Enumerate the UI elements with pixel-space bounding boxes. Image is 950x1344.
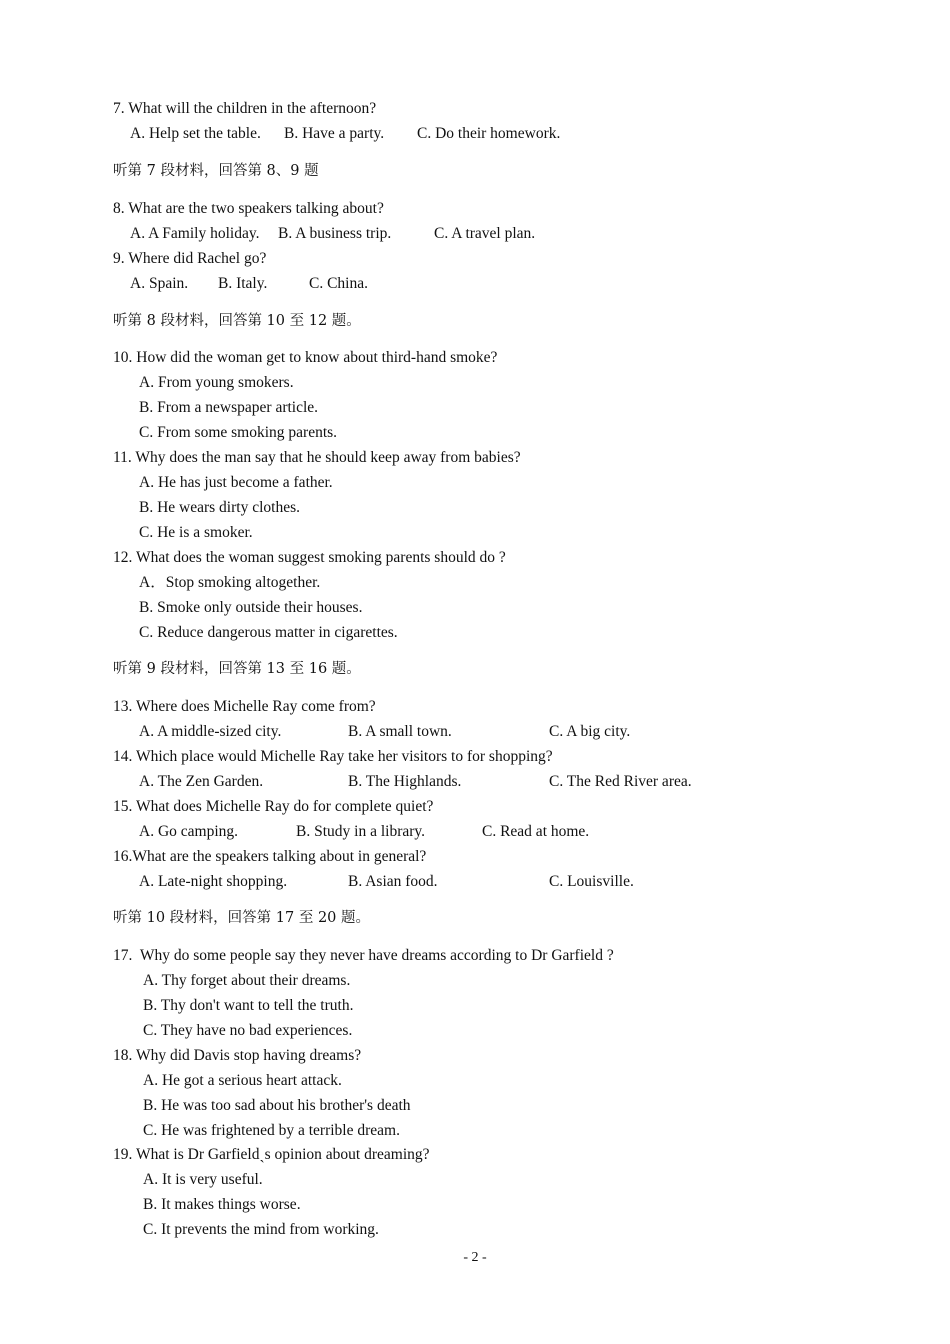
q15-option-c: C. Read at home. [482,823,590,840]
q15-option-a: A. Go camping. [139,823,239,840]
section-9-heading: 听第 9 段材料，回答第 13 至 16 题。 [113,661,361,677]
q18-option-b: B. He was too sad about his brother's death [143,1097,411,1114]
q14-option-c: C. The Red River area. [549,773,692,790]
q10-option-c: C. From some smoking parents. [139,424,338,441]
question-14: 14. Which place would Michelle Ray take her visitors to for shopping? [113,748,553,765]
q14-option-b: B. The Highlands. [348,773,462,790]
question-11: 11. Why does the man say that he should keep away from babies? [113,449,521,466]
q15-option-b: B. Study in a library. [296,823,426,840]
q17-option-a: A. Thy forget about their dreams. [143,972,351,989]
q19-option-c: C. It prevents the mind from working. [143,1221,379,1238]
q14-option-a: A. The Zen Garden. [139,773,264,790]
q16-option-a: A. Late-night shopping. [139,873,288,890]
section-8-heading: 听第 8 段材料，回答第 10 至 12 题。 [113,313,361,329]
q11-option-c: C. He is a smoker. [139,524,253,541]
q12-option-c: C. Reduce dangerous matter in cigarettes. [139,624,398,641]
q10-option-a: A. From young smokers. [139,374,294,391]
question-13: 13. Where does Michelle Ray come from? [113,698,376,715]
question-7: 7. What will the children in the afternoon? [113,100,377,117]
q13-option-a: A. A middle-sized city. [139,723,282,740]
q17-option-b: B. Thy don't want to tell the truth. [143,997,354,1014]
q12-option-b: B. Smoke only outside their houses. [139,599,363,616]
page-number: - 2 - [463,1250,487,1265]
q9-option-b: B. Italy. [218,275,268,292]
q16-option-c: C. Louisville. [549,873,634,890]
q9-option-a: A. Spain. [130,275,189,292]
q11-option-b: B. He wears dirty clothes. [139,499,300,516]
q8-option-a: A. A Family holiday. [130,225,260,242]
question-17: 17. Why do some people say they never have dreams according to Dr Garfield ? [113,947,614,964]
q16-option-b: B. Asian food. [348,873,438,890]
question-19: 19. What is Dr Garfieldˎs opinion about dreaming? [113,1146,430,1163]
q8-option-b: B. A business trip. [278,225,392,242]
question-9: 9. Where did Rachel go? [113,250,267,267]
question-16: 16.What are the speakers talking about in general? [113,848,427,865]
question-12: 12. What does the woman suggest smoking parents should do ? [113,549,506,566]
q13-option-c: C. A big city. [549,723,631,740]
q7-option-b: B. Have a party. [284,125,385,142]
section-7-heading: 听第 7 段材料，回答第 8、9 题 [113,163,319,179]
q12-option-a: A．Stop smoking altogether. [139,574,321,591]
q8-option-c: C. A travel plan. [434,225,536,242]
q18-option-a: A. He got a serious heart attack. [143,1072,342,1089]
question-15: 15. What does Michelle Ray do for complete quiet? [113,798,434,815]
q9-option-c: C. China. [309,275,368,292]
q17-option-c: C. They have no bad experiences. [143,1022,353,1039]
q7-option-c: C. Do their homework. [417,125,561,142]
question-10: 10. How did the woman get to know about third-hand smoke? [113,349,498,366]
q7-option-a: A. Help set the table. [130,125,261,142]
q19-option-b: B. It makes things worse. [143,1196,301,1213]
section-10-heading: 听第 10 段材料，回答第 17 至 20 题。 [113,910,371,926]
question-18: 18. Why did Davis stop having dreams? [113,1047,362,1064]
q10-option-b: B. From a newspaper article. [139,399,319,416]
q19-option-a: A. It is very useful. [143,1171,263,1188]
q18-option-c: C. He was frightened by a terrible dream. [143,1122,400,1139]
q11-option-a: A. He has just become a father. [139,474,333,491]
q13-option-b: B. A small town. [348,723,452,740]
question-8: 8. What are the two speakers talking about? [113,200,384,217]
